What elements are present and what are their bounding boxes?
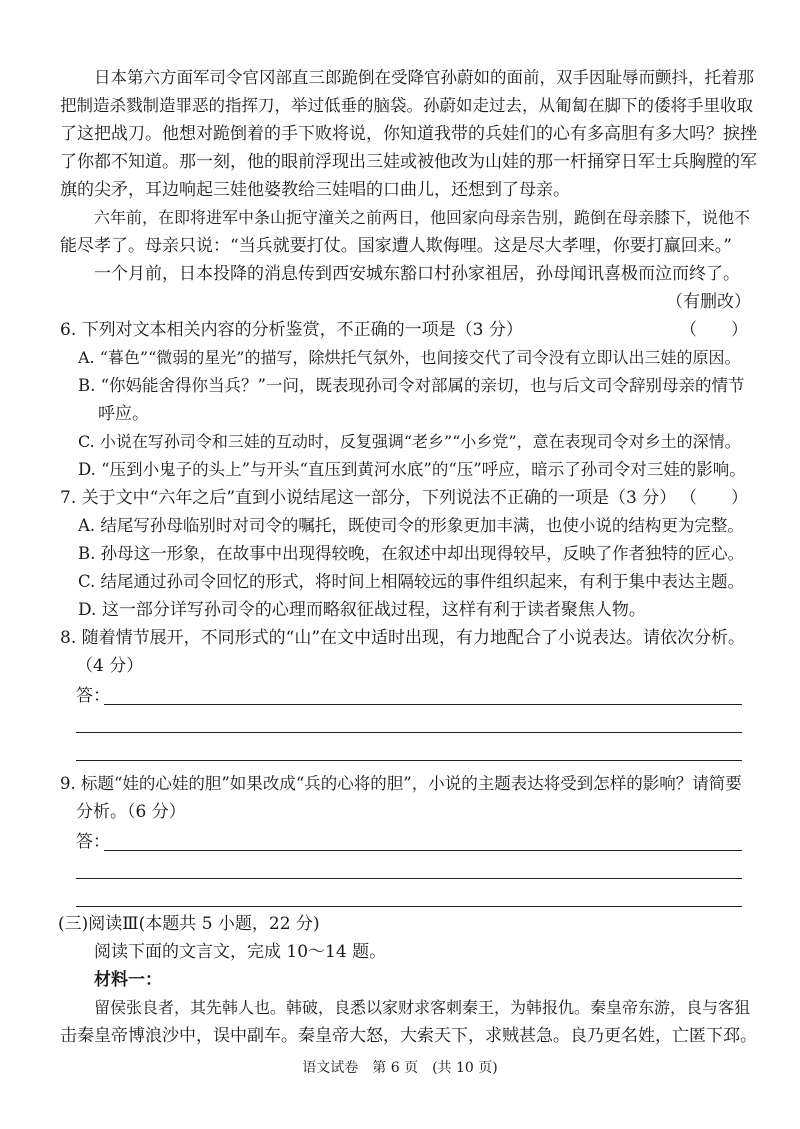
question-8-answer-line[interactable] bbox=[76, 760, 742, 761]
page-footer: 语文试卷 第 6 页 (共 10 页) bbox=[302, 1060, 498, 1076]
question-9-answer-line[interactable] bbox=[76, 878, 742, 879]
passage-line: 了你都不知道。那一刻，他的眼前浮现出三娃或被他改为山娃的那一杆捅穿日军士兵胸膛的军 bbox=[60, 152, 757, 172]
question-6-option-b-cont: 呼应。 bbox=[98, 404, 149, 424]
question-9-answer-label: 答： bbox=[76, 832, 110, 852]
question-6-option-a: A. “暮色”“微弱的星光”的描写，除烘托气氛外，也间接交代了司令没有立即认出三娃的原因。 bbox=[78, 348, 741, 367]
question-6-option-c: C. 小说在写孙司令和三娃的互动时，反复强调“老乡”“小乡党”，意在表现司令对乡土的深情。 bbox=[78, 432, 741, 451]
passage-line: 能尽孝了。母亲只说：“当兵就要打仗。国家遭人欺侮哩。这是尽大孝哩，你要打赢回来。” bbox=[60, 236, 732, 256]
passage-line: 日本第六方面军司令官冈部直三郎跪倒在受降官孙蔚如的面前，双手因耻辱而颤抖，托着那 bbox=[94, 68, 754, 87]
question-8-answer-line[interactable] bbox=[76, 732, 742, 733]
question-6-answer-bracket[interactable]: （ ） bbox=[680, 320, 748, 340]
question-9-score: 分析。（6 分） bbox=[76, 802, 186, 822]
section-heading: (三)阅读Ⅲ(本题共 5 小题，22 分) bbox=[58, 914, 320, 934]
material-label: 材料一： bbox=[94, 970, 162, 990]
passage-line: 把制造杀戮制造罪恶的指挥刀，举过低垂的脑袋。孙蔚如走过去，从匍匐在脚下的倭将手里收取 bbox=[60, 96, 753, 115]
question-8-stem: 8. 随着情节展开，不同形式的“山”在文中适时出现，有力地配合了小说表达。请依次分析。 bbox=[60, 628, 746, 648]
question-6-stem: 6. 下列对文本相关内容的分析鉴赏，不正确的一项是（3 分） bbox=[60, 320, 523, 340]
passage-line: 六年前，在即将进军中条山扼守潼关之前两日，他回家向母亲告别，跪倒在母亲膝下，说他不 bbox=[94, 208, 751, 227]
question-9-stem: 9. 标题“娃的心娃的胆”如果改成“兵的心将的胆”，小说的主题表达将受到怎样的影响？请简要 bbox=[60, 774, 742, 793]
question-7-answer-bracket[interactable]: （ ） bbox=[680, 488, 748, 508]
question-9-answer-line[interactable] bbox=[104, 850, 742, 851]
question-7-option-b: B. 孙母这一形象，在故事中出现得较晚，在叙述中却出现得较早，反映了作者独特的匠心。 bbox=[78, 544, 745, 563]
section-instruction: 阅读下面的文言文，完成 10～14 题。 bbox=[94, 942, 387, 962]
question-7-option-c: C. 结尾通过孙司令回忆的形式，将时间上相隔较远的事件组织起来，有利于集中表达主题。 bbox=[78, 572, 745, 591]
edit-note: （有删改） bbox=[666, 292, 751, 312]
question-7-stem: 7. 关于文中“六年之后”直到小说结尾这一部分，下列说法不正确的一项是（3 分） bbox=[60, 488, 677, 508]
question-8-score: （4 分） bbox=[76, 656, 144, 676]
classical-text-line: 留侯张良者，其先韩人也。韩破，良悉以家财求客刺秦王，为韩报仇。秦皇帝东游，良与客狙 bbox=[94, 998, 751, 1017]
question-7-option-d: D. 这一部分详写孙司令的心理而略叙征战过程，这样有利于读者聚焦人物。 bbox=[78, 600, 646, 620]
question-8-answer-label: 答： bbox=[76, 686, 110, 706]
question-9-answer-line[interactable] bbox=[76, 906, 742, 907]
passage-line: 旗的尖矛，耳边响起三娃他婆教给三娃唱的口曲儿，还想到了母亲。 bbox=[60, 180, 570, 200]
classical-text-line: 击秦皇帝博浪沙中，误中副车。秦皇帝大怒，大索天下，求贼甚急。良乃更名姓，亡匿下邳。 bbox=[60, 1026, 757, 1046]
question-6-option-b: B. “你妈能舍得你当兵？”一问，既表现孙司令对部属的亲切，也与后文司令辞别母亲的情节 bbox=[78, 376, 745, 395]
question-7-option-a: A. 结尾写孙母临别时对司令的嘱托，既使司令的形象更加丰满，也使小说的结构更为完整。 bbox=[78, 516, 744, 535]
question-6-option-d: D. “压到小鬼子的头上”与开头“直压到黄河水底”的“压”呼应，暗示了孙司令对三娃的影响。 bbox=[78, 460, 746, 479]
passage-line: 一个月前，日本投降的消息传到西安城东豁口村孙家祖居，孙母闻讯喜极而泣而终了。 bbox=[94, 264, 740, 284]
passage-line: 了这把战刀。他想对跪倒着的手下败将说，你知道我带的兵娃们的心有多高胆有多大吗？捩挫 bbox=[60, 124, 757, 144]
question-8-answer-line[interactable] bbox=[104, 704, 742, 705]
